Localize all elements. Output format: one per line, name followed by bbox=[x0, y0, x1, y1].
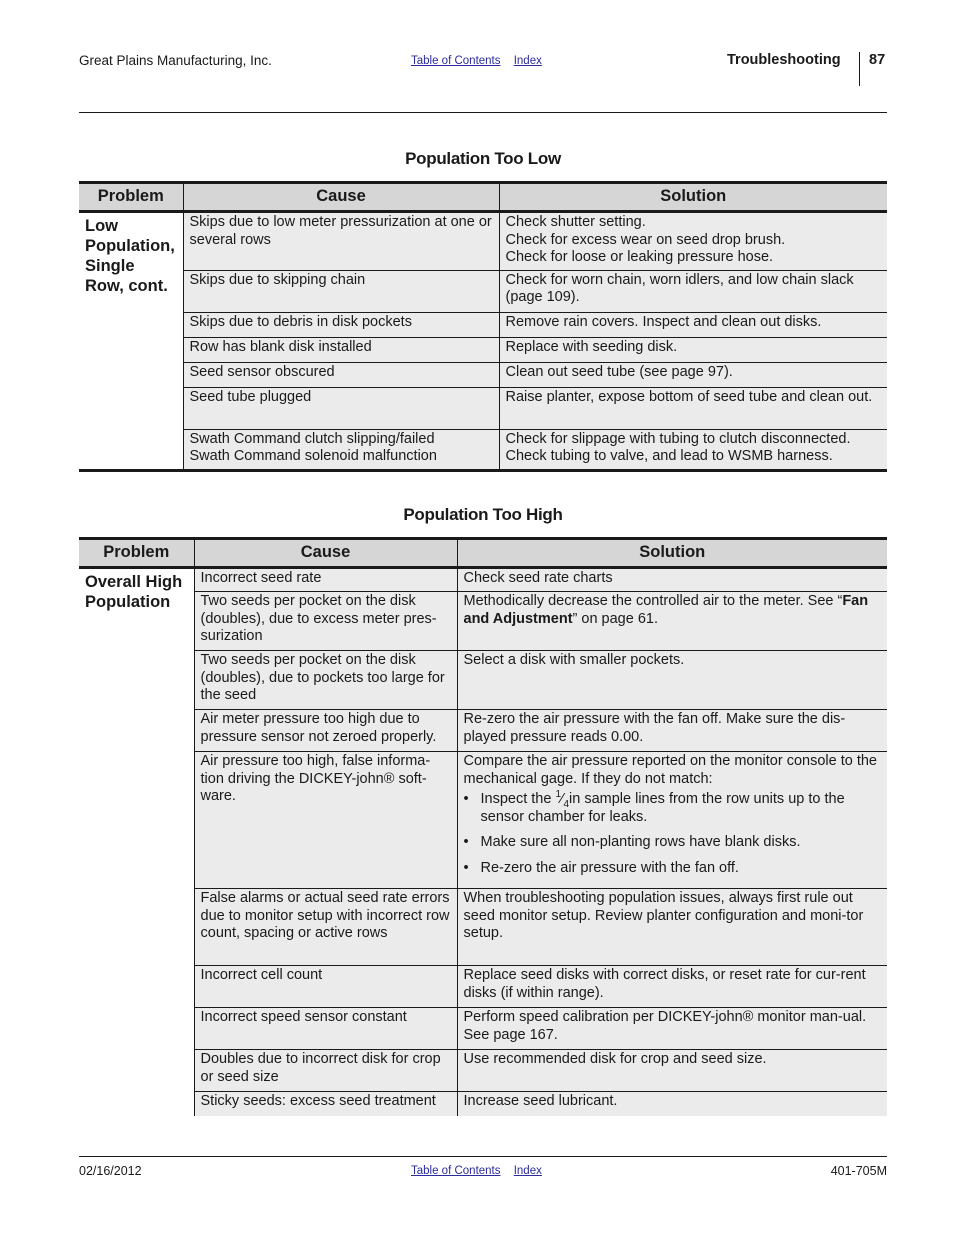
table-row bbox=[79, 568, 887, 592]
table-low-title: Population Too Low bbox=[405, 149, 561, 168]
solution-cell bbox=[499, 212, 887, 271]
table-row bbox=[79, 710, 887, 752]
footer-rule bbox=[79, 1156, 887, 1157]
cause-cell: Doubles due to incorrect disk for crop or seed size bbox=[194, 1050, 457, 1092]
footer-index-link[interactable]: Index bbox=[513, 1165, 542, 1177]
table-row bbox=[79, 1092, 887, 1116]
table-row bbox=[79, 966, 887, 1008]
col-header-solution: Solution bbox=[457, 539, 887, 568]
cross-reference-link-text: Fan and Adjustment bbox=[463, 593, 869, 627]
solution-text: ” on page 61. bbox=[572, 610, 658, 627]
solution-cell: Replace with seeding disk. bbox=[499, 337, 887, 362]
table-row bbox=[79, 337, 887, 362]
solution-cell: Check seed rate charts bbox=[457, 568, 887, 592]
header-divider bbox=[859, 52, 860, 86]
table-row bbox=[79, 1008, 887, 1050]
table-row bbox=[79, 429, 887, 470]
solution-cell: Clean out seed tube (see page 97). bbox=[499, 362, 887, 387]
table-population-too-low bbox=[79, 181, 887, 472]
table-row bbox=[79, 362, 887, 387]
solution-cell: Perform speed calibration per DICKEY-john® monitor man-ual. See page 167. bbox=[457, 1008, 887, 1050]
table-row bbox=[79, 387, 887, 429]
company-name: Great Plains Manufacturing, Inc. bbox=[79, 53, 272, 68]
cause-cell: Sticky seeds: excess seed treatment bbox=[194, 1092, 457, 1116]
footer-doc-number: 401-705M bbox=[830, 1164, 887, 1178]
cause-cell: Skips due to low meter pressurization at one or several rows bbox=[183, 212, 499, 271]
cause-cell: Seed tube plugged bbox=[183, 387, 499, 429]
table-high-title: Population Too High bbox=[403, 505, 563, 524]
cause-cell: Seed sensor obscured bbox=[183, 362, 499, 387]
solution-line: Check for loose or leaking pressure hose. bbox=[505, 249, 774, 265]
cause-cell: Incorrect seed rate bbox=[194, 568, 457, 592]
table-header-row bbox=[79, 539, 887, 568]
section-title: Troubleshooting bbox=[727, 52, 841, 68]
bullet-item: • Make sure all non-planting rows have blank disks. bbox=[464, 834, 882, 852]
table-row bbox=[79, 889, 887, 966]
fraction-numerator: 1 bbox=[555, 789, 562, 801]
fraction: $^1⁄_4$ bbox=[555, 789, 570, 810]
cause-cell: Two seeds per pocket on the disk (doubles), due to excess meter pres-surization bbox=[194, 592, 457, 651]
solution-cell: Increase seed lubricant. bbox=[457, 1092, 887, 1116]
cause-cell: Air meter pressure too high due to pressure sensor not zeroed properly. bbox=[194, 710, 457, 752]
solution-cell: When troubleshooting population issues, always first rule out seed monitor setup. Review planter configuration and moni-tor setup. bbox=[457, 889, 887, 966]
solution-cell: Re-zero the air pressure with the fan off. Make sure the dis-played pressure reads 0.00. bbox=[457, 710, 887, 752]
table-row bbox=[79, 1050, 887, 1092]
cause-cell: Row has blank disk installed bbox=[183, 337, 499, 362]
bullet-text: Inspect the bbox=[480, 791, 556, 807]
header-rule bbox=[79, 112, 887, 113]
header-links bbox=[411, 55, 552, 67]
col-header-solution: Solution bbox=[499, 183, 887, 212]
cause-cell: Air pressure too high, false informa-tion driving the DICKEY-john® soft-ware. bbox=[194, 752, 457, 889]
solution-line: Check for excess wear on seed drop brush. bbox=[505, 231, 786, 248]
table-row bbox=[79, 212, 887, 271]
page-number: 87 bbox=[869, 52, 886, 68]
solution-cell: Remove rain covers. Inspect and clean out disks. bbox=[499, 312, 887, 337]
solution-text: Methodically decrease the controlled air to the meter. See “ bbox=[463, 593, 843, 609]
problem-cell: Overall High Population bbox=[79, 568, 194, 1116]
solution-cell bbox=[499, 429, 887, 470]
header-index-link[interactable]: Index bbox=[513, 55, 542, 67]
col-header-problem: Problem bbox=[79, 539, 194, 568]
solution-line: Check shutter setting. bbox=[505, 214, 646, 230]
table-row bbox=[79, 651, 887, 710]
cause-cell bbox=[183, 429, 499, 470]
cause-cell: Incorrect cell count bbox=[194, 966, 457, 1008]
col-header-cause: Cause bbox=[194, 539, 457, 568]
solution-cell: Select a disk with smaller pockets. bbox=[457, 651, 887, 710]
solution-bullet-list bbox=[464, 791, 882, 877]
footer-links bbox=[411, 1165, 552, 1177]
bullet-item: • Re-zero the air pressure with the fan off. bbox=[464, 860, 882, 878]
solution-intro: Compare the air pressure reported on the monitor console to the mechanical gage. If they do not match: bbox=[463, 753, 877, 787]
table-row bbox=[79, 312, 887, 337]
footer-date: 02/16/2012 bbox=[79, 1164, 142, 1178]
table-row bbox=[79, 752, 887, 889]
cause-cell: Skips due to debris in disk pockets bbox=[183, 312, 499, 337]
solution-cell bbox=[457, 752, 887, 889]
solution-cell: Check for worn chain, worn idlers, and low chain slack (page 109). bbox=[499, 270, 887, 312]
col-header-problem: Problem bbox=[79, 183, 183, 212]
table-population-too-high bbox=[79, 537, 887, 1116]
header-toc-link[interactable]: Table of Contents bbox=[411, 55, 501, 67]
problem-cell: Low Population, Single Row, cont. bbox=[79, 212, 183, 471]
table-row bbox=[79, 270, 887, 312]
solution-cell: Raise planter, expose bottom of seed tube and clean out. bbox=[499, 387, 887, 429]
solution-line: Check tubing to valve, and lead to WSMB harness. bbox=[505, 448, 833, 464]
cause-cell: Skips due to skipping chain bbox=[183, 270, 499, 312]
solution-cell bbox=[457, 592, 887, 651]
col-header-cause: Cause bbox=[183, 183, 499, 212]
cause-cell: Two seeds per pocket on the disk (doubles), due to pockets too large for the seed bbox=[194, 651, 457, 710]
cause-cell: False alarms or actual seed rate errors due to monitor setup with incorrect row count, spacing or active rows bbox=[194, 889, 457, 966]
bullet-item bbox=[464, 791, 882, 826]
solution-line: Check for slippage with tubing to clutch disconnected. bbox=[505, 430, 851, 447]
cause-line: Swath Command solenoid malfunction bbox=[189, 448, 437, 464]
table-header-row bbox=[79, 183, 887, 212]
cause-line: Swath Command clutch slipping/failed bbox=[189, 430, 435, 447]
fraction-denominator: 4 bbox=[563, 798, 570, 810]
footer-toc-link[interactable]: Table of Contents bbox=[411, 1165, 501, 1177]
table-row bbox=[79, 592, 887, 651]
bullet-text: in sample lines from the row units up to the sensor chamber for leaks. bbox=[480, 791, 845, 825]
solution-cell: Replace seed disks with correct disks, or reset rate for cur-rent disks (if within range). bbox=[457, 966, 887, 1008]
cause-cell: Incorrect speed sensor constant bbox=[194, 1008, 457, 1050]
solution-cell: Use recommended disk for crop and seed size. bbox=[457, 1050, 887, 1092]
